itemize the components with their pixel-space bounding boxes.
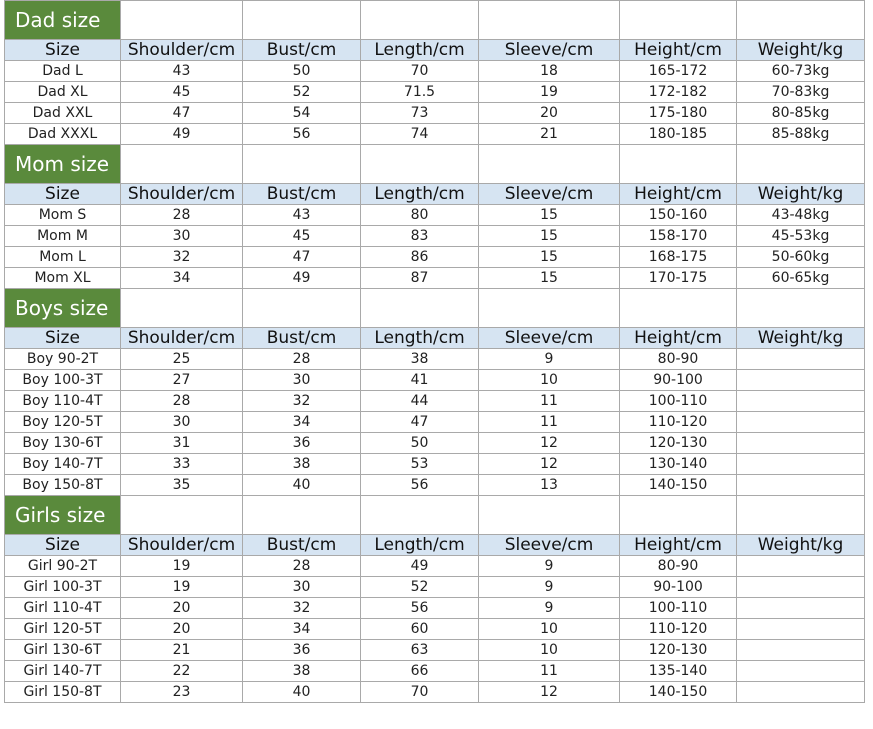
size-label-cell: Girl 120-5T (5, 619, 121, 640)
blank-cell (361, 496, 479, 535)
table-cell: 54 (243, 103, 361, 124)
table-cell: 11 (479, 412, 620, 433)
table-cell: 11 (479, 391, 620, 412)
blank-cell (479, 289, 620, 328)
column-header-row (5, 535, 865, 556)
section-title-row-dad (5, 1, 865, 40)
table-cell: 19 (121, 577, 243, 598)
table-row (5, 247, 865, 268)
size-label-cell: Boy 100-3T (5, 370, 121, 391)
size-label-cell: Boy 90-2T (5, 349, 121, 370)
size-label-cell: Dad L (5, 61, 121, 82)
column-header: Bust/cm (243, 535, 361, 556)
table-cell: 20 (121, 619, 243, 640)
size-label-cell: Girl 100-3T (5, 577, 121, 598)
table-cell: 49 (361, 556, 479, 577)
table-cell: 80-90 (620, 556, 737, 577)
table-row (5, 370, 865, 391)
table-row (5, 433, 865, 454)
table-cell (737, 370, 865, 391)
table-row (5, 619, 865, 640)
table-cell: 140-150 (620, 475, 737, 496)
table-cell: 18 (479, 61, 620, 82)
table-cell: 25 (121, 349, 243, 370)
blank-cell (737, 289, 865, 328)
table-row (5, 577, 865, 598)
table-cell: 33 (121, 454, 243, 475)
table-cell: 43 (121, 61, 243, 82)
table-cell: 80-90 (620, 349, 737, 370)
table-cell: 36 (243, 433, 361, 454)
table-cell: 32 (243, 598, 361, 619)
column-header: Size (5, 184, 121, 205)
table-cell: 28 (243, 556, 361, 577)
column-header: Length/cm (361, 184, 479, 205)
table-cell: 52 (361, 577, 479, 598)
blank-cell (361, 1, 479, 40)
table-cell: 130-140 (620, 454, 737, 475)
table-cell: 110-120 (620, 619, 737, 640)
table-cell: 83 (361, 226, 479, 247)
table-cell: 35 (121, 475, 243, 496)
table-cell: 175-180 (620, 103, 737, 124)
table-cell: 15 (479, 268, 620, 289)
table-row (5, 391, 865, 412)
column-header: Length/cm (361, 328, 479, 349)
table-cell: 21 (121, 640, 243, 661)
column-header: Sleeve/cm (479, 184, 620, 205)
table-cell: 31 (121, 433, 243, 454)
table-cell: 9 (479, 598, 620, 619)
section-title-mom: Mom size (5, 145, 121, 184)
table-cell: 73 (361, 103, 479, 124)
table-cell: 86 (361, 247, 479, 268)
column-header: Length/cm (361, 40, 479, 61)
blank-cell (121, 289, 243, 328)
table-cell: 20 (121, 598, 243, 619)
table-cell (737, 556, 865, 577)
table-cell: 120-130 (620, 433, 737, 454)
column-header: Size (5, 535, 121, 556)
table-cell: 71.5 (361, 82, 479, 103)
table-cell: 150-160 (620, 205, 737, 226)
table-cell: 19 (121, 556, 243, 577)
size-label-cell: Girl 130-6T (5, 640, 121, 661)
size-label-cell: Dad XXL (5, 103, 121, 124)
table-cell: 38 (361, 349, 479, 370)
table-cell: 60-65kg (737, 268, 865, 289)
table-cell: 30 (121, 226, 243, 247)
blank-cell (479, 1, 620, 40)
table-row (5, 598, 865, 619)
table-cell: 11 (479, 661, 620, 682)
size-label-cell: Mom L (5, 247, 121, 268)
table-cell: 45 (121, 82, 243, 103)
table-cell: 100-110 (620, 598, 737, 619)
table-cell: 60 (361, 619, 479, 640)
column-header: Height/cm (620, 535, 737, 556)
table-cell: 30 (243, 577, 361, 598)
column-header: Shoulder/cm (121, 184, 243, 205)
table-cell: 30 (121, 412, 243, 433)
table-cell (737, 682, 865, 703)
section-title-boys: Boys size (5, 289, 121, 328)
column-header: Weight/kg (737, 535, 865, 556)
table-cell (737, 598, 865, 619)
table-cell: 12 (479, 682, 620, 703)
column-header: Bust/cm (243, 328, 361, 349)
table-cell: 38 (243, 454, 361, 475)
table-cell: 140-150 (620, 682, 737, 703)
table-cell: 10 (479, 619, 620, 640)
table-cell: 27 (121, 370, 243, 391)
table-cell: 135-140 (620, 661, 737, 682)
table-cell: 38 (243, 661, 361, 682)
column-header: Shoulder/cm (121, 535, 243, 556)
column-header: Bust/cm (243, 40, 361, 61)
table-cell: 47 (243, 247, 361, 268)
table-cell: 9 (479, 577, 620, 598)
table-cell: 28 (121, 391, 243, 412)
table-cell: 63 (361, 640, 479, 661)
table-cell: 168-175 (620, 247, 737, 268)
table-row (5, 661, 865, 682)
table-cell (737, 349, 865, 370)
table-cell: 56 (361, 475, 479, 496)
size-label-cell: Boy 140-7T (5, 454, 121, 475)
table-row (5, 454, 865, 475)
column-header: Size (5, 328, 121, 349)
table-cell: 49 (243, 268, 361, 289)
table-cell: 80 (361, 205, 479, 226)
blank-cell (361, 145, 479, 184)
table-cell: 90-100 (620, 577, 737, 598)
table-cell: 47 (121, 103, 243, 124)
table-cell: 41 (361, 370, 479, 391)
table-cell: 50 (243, 61, 361, 82)
column-header: Height/cm (620, 40, 737, 61)
table-cell: 43 (243, 205, 361, 226)
table-row (5, 412, 865, 433)
table-cell: 45 (243, 226, 361, 247)
column-header: Weight/kg (737, 328, 865, 349)
table-cell: 53 (361, 454, 479, 475)
table-cell (737, 433, 865, 454)
table-cell: 9 (479, 349, 620, 370)
table-cell: 23 (121, 682, 243, 703)
size-chart-table (4, 0, 865, 703)
table-cell: 170-175 (620, 268, 737, 289)
size-label-cell: Dad XL (5, 82, 121, 103)
blank-cell (479, 496, 620, 535)
table-cell: 74 (361, 124, 479, 145)
table-row (5, 82, 865, 103)
table-row (5, 268, 865, 289)
table-cell: 28 (121, 205, 243, 226)
column-header: Bust/cm (243, 184, 361, 205)
column-header: Weight/kg (737, 40, 865, 61)
table-cell (737, 412, 865, 433)
table-cell: 9 (479, 556, 620, 577)
size-label-cell: Boy 130-6T (5, 433, 121, 454)
column-header: Shoulder/cm (121, 40, 243, 61)
table-cell: 70 (361, 682, 479, 703)
table-cell: 172-182 (620, 82, 737, 103)
blank-cell (243, 289, 361, 328)
column-header: Height/cm (620, 328, 737, 349)
table-cell: 34 (121, 268, 243, 289)
column-header: Shoulder/cm (121, 328, 243, 349)
section-title-girls: Girls size (5, 496, 121, 535)
table-cell: 87 (361, 268, 479, 289)
table-row (5, 682, 865, 703)
table-cell: 36 (243, 640, 361, 661)
table-cell: 45-53kg (737, 226, 865, 247)
table-row (5, 475, 865, 496)
table-cell (737, 640, 865, 661)
table-cell: 47 (361, 412, 479, 433)
size-label-cell: Mom M (5, 226, 121, 247)
table-cell: 49 (121, 124, 243, 145)
blank-cell (620, 1, 737, 40)
table-cell: 34 (243, 619, 361, 640)
table-cell: 30 (243, 370, 361, 391)
column-header: Weight/kg (737, 184, 865, 205)
table-cell: 15 (479, 247, 620, 268)
table-row (5, 103, 865, 124)
blank-cell (620, 496, 737, 535)
size-label-cell: Girl 110-4T (5, 598, 121, 619)
table-cell: 100-110 (620, 391, 737, 412)
size-label-cell: Girl 150-8T (5, 682, 121, 703)
section-title-row-boys (5, 289, 865, 328)
table-cell: 12 (479, 433, 620, 454)
section-title-dad: Dad size (5, 1, 121, 40)
table-cell: 56 (361, 598, 479, 619)
table-cell (737, 619, 865, 640)
blank-cell (737, 1, 865, 40)
size-label-cell: Boy 110-4T (5, 391, 121, 412)
table-cell: 85-88kg (737, 124, 865, 145)
table-cell: 180-185 (620, 124, 737, 145)
table-cell: 110-120 (620, 412, 737, 433)
table-cell (737, 577, 865, 598)
blank-cell (620, 145, 737, 184)
table-cell: 70 (361, 61, 479, 82)
table-cell: 34 (243, 412, 361, 433)
table-cell: 32 (121, 247, 243, 268)
column-header: Size (5, 40, 121, 61)
table-cell: 66 (361, 661, 479, 682)
table-row (5, 556, 865, 577)
table-cell: 20 (479, 103, 620, 124)
table-cell: 120-130 (620, 640, 737, 661)
blank-cell (361, 289, 479, 328)
table-cell: 44 (361, 391, 479, 412)
blank-cell (121, 496, 243, 535)
size-label-cell: Girl 90-2T (5, 556, 121, 577)
table-cell (737, 475, 865, 496)
table-cell: 90-100 (620, 370, 737, 391)
table-cell: 15 (479, 205, 620, 226)
blank-cell (737, 145, 865, 184)
table-cell: 28 (243, 349, 361, 370)
size-label-cell: Boy 120-5T (5, 412, 121, 433)
table-row (5, 640, 865, 661)
table-row (5, 205, 865, 226)
size-label-cell: Boy 150-8T (5, 475, 121, 496)
blank-cell (737, 496, 865, 535)
table-cell: 56 (243, 124, 361, 145)
table-cell: 158-170 (620, 226, 737, 247)
blank-cell (121, 1, 243, 40)
table-cell (737, 454, 865, 475)
size-label-cell: Dad XXXL (5, 124, 121, 145)
table-row (5, 124, 865, 145)
column-header: Length/cm (361, 535, 479, 556)
table-cell: 50 (361, 433, 479, 454)
column-header: Sleeve/cm (479, 535, 620, 556)
table-cell: 43-48kg (737, 205, 865, 226)
column-header-row (5, 328, 865, 349)
table-row (5, 61, 865, 82)
table-cell: 21 (479, 124, 620, 145)
column-header-row (5, 40, 865, 61)
table-cell: 50-60kg (737, 247, 865, 268)
column-header-row (5, 184, 865, 205)
table-cell: 52 (243, 82, 361, 103)
blank-cell (243, 145, 361, 184)
blank-cell (121, 145, 243, 184)
table-cell: 40 (243, 682, 361, 703)
table-cell: 60-73kg (737, 61, 865, 82)
table-cell: 70-83kg (737, 82, 865, 103)
column-header: Height/cm (620, 184, 737, 205)
blank-cell (243, 496, 361, 535)
blank-cell (479, 145, 620, 184)
table-row (5, 226, 865, 247)
column-header: Sleeve/cm (479, 40, 620, 61)
table-cell: 22 (121, 661, 243, 682)
section-title-row-girls (5, 496, 865, 535)
section-title-row-mom (5, 145, 865, 184)
size-label-cell: Mom XL (5, 268, 121, 289)
table-cell (737, 391, 865, 412)
blank-cell (243, 1, 361, 40)
table-cell: 32 (243, 391, 361, 412)
table-cell: 10 (479, 640, 620, 661)
table-cell (737, 661, 865, 682)
size-label-cell: Mom S (5, 205, 121, 226)
table-cell: 10 (479, 370, 620, 391)
size-label-cell: Girl 140-7T (5, 661, 121, 682)
column-header: Sleeve/cm (479, 328, 620, 349)
table-cell: 13 (479, 475, 620, 496)
table-cell: 15 (479, 226, 620, 247)
blank-cell (620, 289, 737, 328)
table-cell: 12 (479, 454, 620, 475)
table-cell: 80-85kg (737, 103, 865, 124)
table-cell: 40 (243, 475, 361, 496)
table-cell: 19 (479, 82, 620, 103)
table-row (5, 349, 865, 370)
table-cell: 165-172 (620, 61, 737, 82)
